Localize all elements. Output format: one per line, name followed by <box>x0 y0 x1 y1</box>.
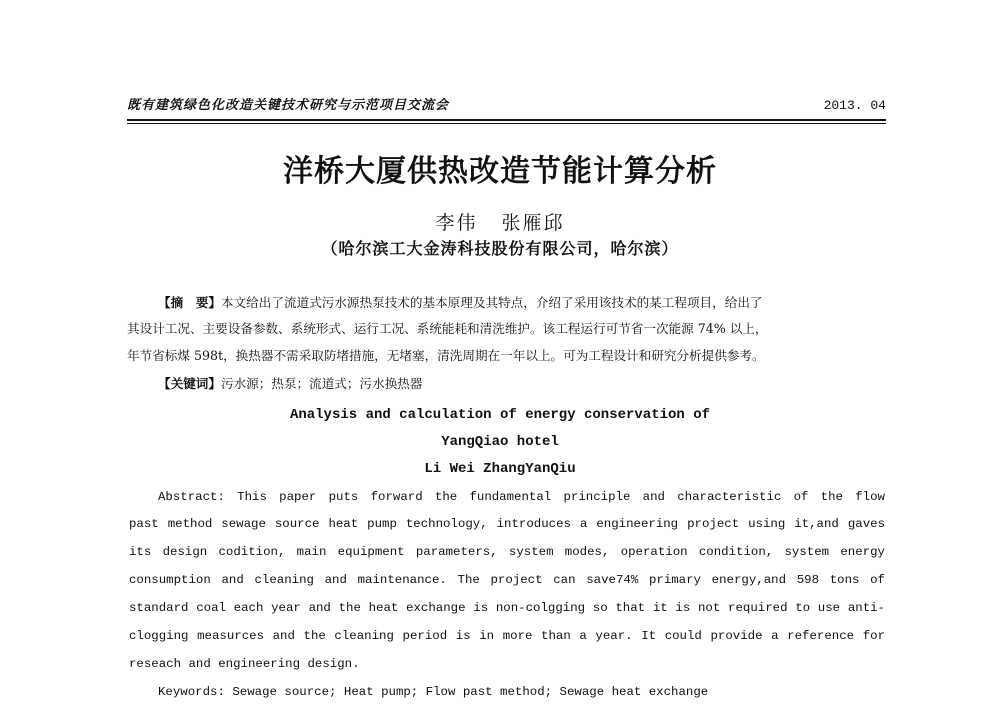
journal-name: 既有建筑绿色化改造关键技术研究与示范项目交流会 <box>127 98 450 113</box>
keywords-cn <box>158 374 422 394</box>
abstract-en-line: reseach and engineering design. <box>129 657 360 671</box>
abstract-cn-label: 【摘 要】 <box>158 295 221 310</box>
keywords-cn-text: 污水源；热泵；流道式；污水换热器 <box>220 376 423 391</box>
keywords-en: Keywords: Sewage source; Heat pump; Flow past method; Sewage heat exchange <box>158 685 709 699</box>
paper-title-en-line2: YangQiao hotel <box>441 434 559 450</box>
author-1-cn: 李伟 <box>435 212 478 234</box>
abstract-cn-line <box>158 293 763 313</box>
authors-en: Li Wei ZhangYanQiu <box>424 461 576 477</box>
affiliation-cn: （哈尔滨工大金涛科技股份有限公司，哈尔滨） <box>321 239 679 258</box>
abstract-cn-line: 其设计工况、主要设备参数、系统形式、运行工况、系统能耗和清洗维护。该工程运行可节省一次能源 74% 以上， <box>127 321 768 336</box>
keywords-cn-label: 【关键词】 <box>158 376 221 391</box>
author-2-cn: 张雁邱 <box>501 212 565 234</box>
issue-date: 2013. 04 <box>823 98 886 113</box>
abstract-en-line: standard coal each year and the heat exchange is non-colgging so that it is not required to use anti- <box>129 601 885 615</box>
running-header <box>127 96 886 116</box>
paper-title-cn: 洋桥大厦供热改造节能计算分析 <box>283 154 717 189</box>
abstract-en-line: clogging measurces and the cleaning period is in more than a year. It could provide a reference for <box>129 629 885 643</box>
abstract-cn-line: 年节省标煤 598t，换热器不需采取防堵措施，无堵塞，清洗周期在一年以上。可为工程设计和研究分析提供参考。 <box>127 348 765 363</box>
abstract-en-line: consumption and cleaning and maintenance. The project can save74% primary energy,and 598 tons of <box>129 573 885 587</box>
abstract-en-line: its design codition, main equipment parameters, system modes, operation condition, system energy <box>129 545 885 559</box>
abstract-cn-text: 本文给出了流道式污水源热泵技术的基本原理及其特点，介绍了采用该技术的某工程项目，给出了 <box>220 295 763 310</box>
header-rule-thin <box>127 123 886 124</box>
authors-cn <box>0 210 1000 236</box>
paper-title-en-line1: Analysis and calculation of energy conservation of <box>289 407 711 423</box>
abstract-en-line: past method sewage source heat pump technology, introduces a engineering project using it,and gaves <box>129 517 885 531</box>
header-rule <box>127 119 886 121</box>
abstract-en-line: Abstract: This paper puts forward the fundamental principle and characteristic of the flow <box>158 490 885 504</box>
